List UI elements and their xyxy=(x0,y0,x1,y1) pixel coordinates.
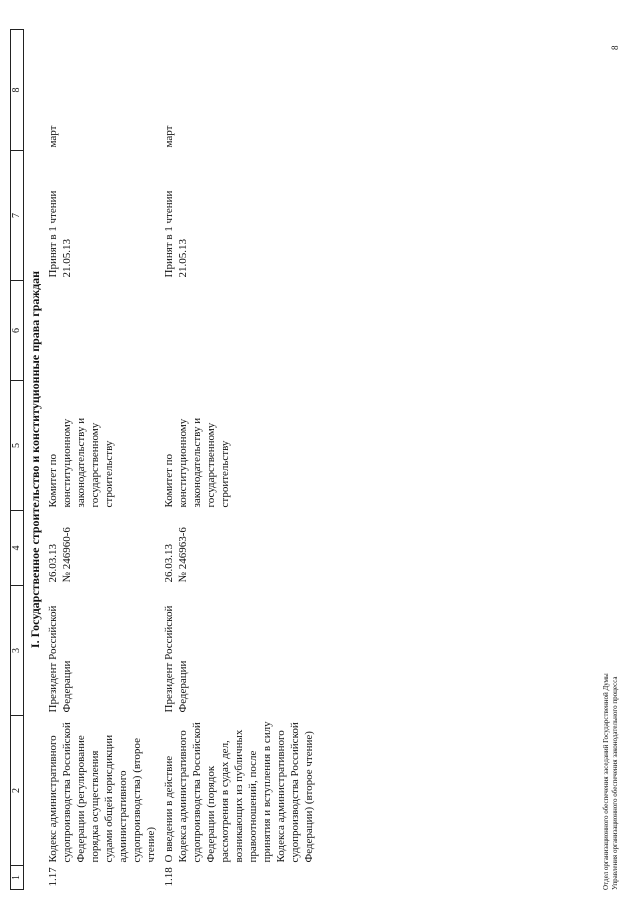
footer-line-1: Отдел организационного обеспечения заседаний Государственной Думы xyxy=(602,673,610,890)
responsible-committee: Комитет по конституционному законодательству и государственному строительству xyxy=(163,417,231,508)
bill-title: О введении в действие Кодекса административного судопроизводства Российской Федерации (порядок рассмотрения в судах дел, возникающих из публичных правоотношений, после принятия и вступления в силу Кодекса административного судопроизводства Российской Федерации) (второе чтение) xyxy=(163,721,315,863)
bill-date-reg xyxy=(160,511,318,586)
col-header-6: 6 xyxy=(11,281,24,381)
bill-table xyxy=(10,29,318,890)
col-header-4: 4 xyxy=(11,511,24,586)
col-header-8: 8 xyxy=(11,30,24,151)
bill-author: Президент Российской Федерации xyxy=(47,605,73,713)
bill-reg-number: № 246963-6 xyxy=(177,527,189,583)
table-row xyxy=(44,30,160,890)
col-header-5: 5 xyxy=(11,381,24,511)
bill-date: 26.03.13 xyxy=(47,544,59,583)
col-header-2: 2 xyxy=(11,716,24,866)
bill-date: 26.03.13 xyxy=(163,544,175,583)
bill-title: Кодекс административного судопроизводства Российской Федерации (регулирование порядка осуществления судами общей юрисдикции административного судопроизводства) (второе чтение) xyxy=(47,722,157,863)
bill-author: Президент Российской Федерации xyxy=(163,605,189,713)
row-number: 1.17 xyxy=(47,867,59,887)
bill-status: Принят в 1 чтении 21.05.13 xyxy=(163,190,189,278)
table-row xyxy=(160,30,318,890)
planned-month: март xyxy=(163,125,175,148)
section-row xyxy=(24,30,45,890)
bill-date-reg xyxy=(44,511,160,586)
section-title: I. Государственное строительство и конституционные права граждан xyxy=(28,270,42,649)
col-header-1: 1 xyxy=(11,866,24,890)
responsible-committee: Комитет по конституционному законодательству и государственному строительству xyxy=(47,417,115,508)
page-number: 8 xyxy=(610,45,620,50)
col6-cell xyxy=(44,281,160,381)
col-header-7: 7 xyxy=(11,151,24,281)
footer xyxy=(602,673,620,890)
column-number-row xyxy=(11,30,24,890)
col-header-3: 3 xyxy=(11,586,24,716)
rotated-sheet xyxy=(10,10,630,890)
row-number: 1.18 xyxy=(163,867,175,887)
footer-line-2: Управления организационного обеспечения законодательного процесса xyxy=(611,676,619,890)
col6-cell xyxy=(160,281,318,381)
planned-month: март xyxy=(47,125,59,148)
bill-status: Принят в 1 чтении 21.05.13 xyxy=(47,190,73,278)
bill-reg-number: № 246960-6 xyxy=(61,527,73,583)
